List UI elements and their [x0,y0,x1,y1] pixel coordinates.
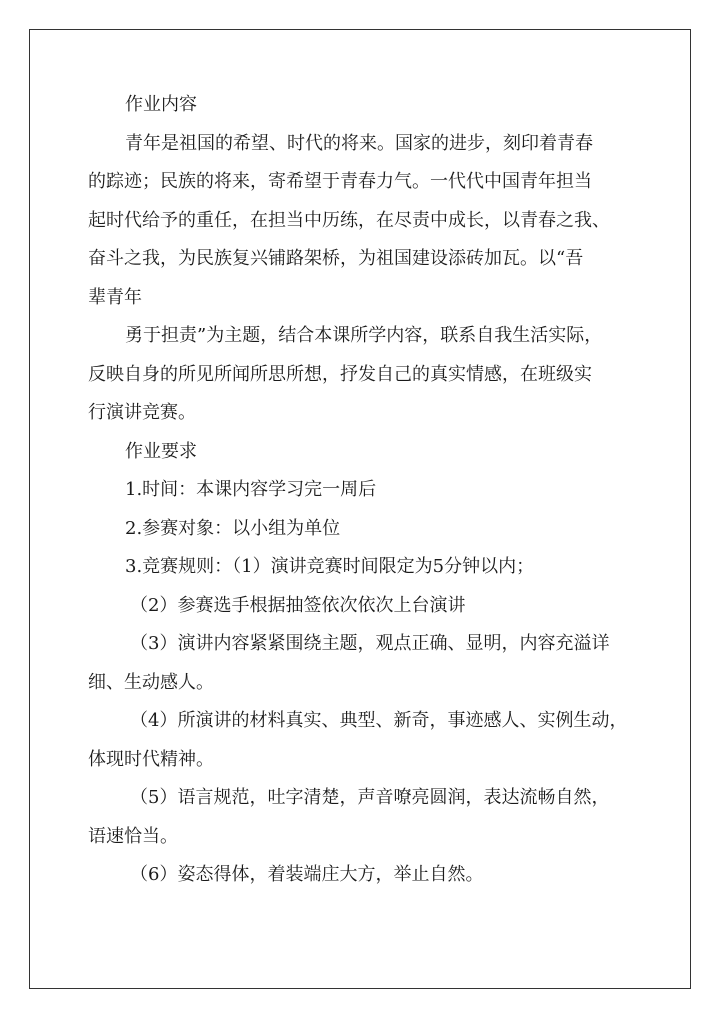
requirement-item-participants: 2.参赛对象：以小组为单位 [125,517,341,539]
document-body [88,86,636,895]
rule-item-3-cont: 细、生动感人。 [88,671,214,693]
rule-item-2: （2）参赛选手根据抽签依次依次上台演讲 [130,594,466,616]
paragraph-line: 反映自身的所见所闻所思所想，抒发自己的真实情感，在班级实 [88,363,592,385]
paragraph-line: 奋斗之我，为民族复兴铺路架桥，为祖国建设添砖加瓦。以“吾 [88,248,584,269]
paragraph-line: 勇于担责”为主题，结合本课所学内容，联系自我生活实际， [125,325,603,346]
paragraph-line: 起时代给予的重任，在担当中历练，在尽责中成长，以青春之我、 [88,209,610,231]
section-heading-content: 作业内容 [125,94,197,115]
rule-item-4: （4）所演讲的材料真实、典型、新奇，事迹感人、实例生动， [130,710,628,731]
paragraph-line: 辈青年 [88,286,142,308]
rule-item-6: （6）姿态得体，着装端庄大方，举止自然。 [130,864,484,885]
rule-item-4-cont: 体现时代精神。 [88,748,214,770]
requirement-item-rules: 3.竞赛规则：（1）演讲竞赛时间限定为5分钟以内； [125,556,535,577]
requirement-item-time: 1.时间：本课内容学习完一周后 [125,479,377,500]
paragraph-line: 的踪迹；民族的将来，寄希望于青春力气。一代代中国青年担当 [88,171,592,192]
section-heading-requirements: 作业要求 [125,440,197,462]
rule-item-5: （5）语言规范，吐字清楚，声音嘹亮圆润，表达流畅自然， [130,787,610,808]
rule-item-3: （3）演讲内容紧紧围绕主题，观点正确、显明，内容充溢详 [130,633,610,654]
rule-item-5-cont: 语速恰当。 [88,825,178,847]
paragraph-line: 青年是祖国的希望、时代的将来。国家的进步，刻印着青春 [125,132,593,154]
paragraph-line: 行演讲竞赛。 [88,402,196,423]
